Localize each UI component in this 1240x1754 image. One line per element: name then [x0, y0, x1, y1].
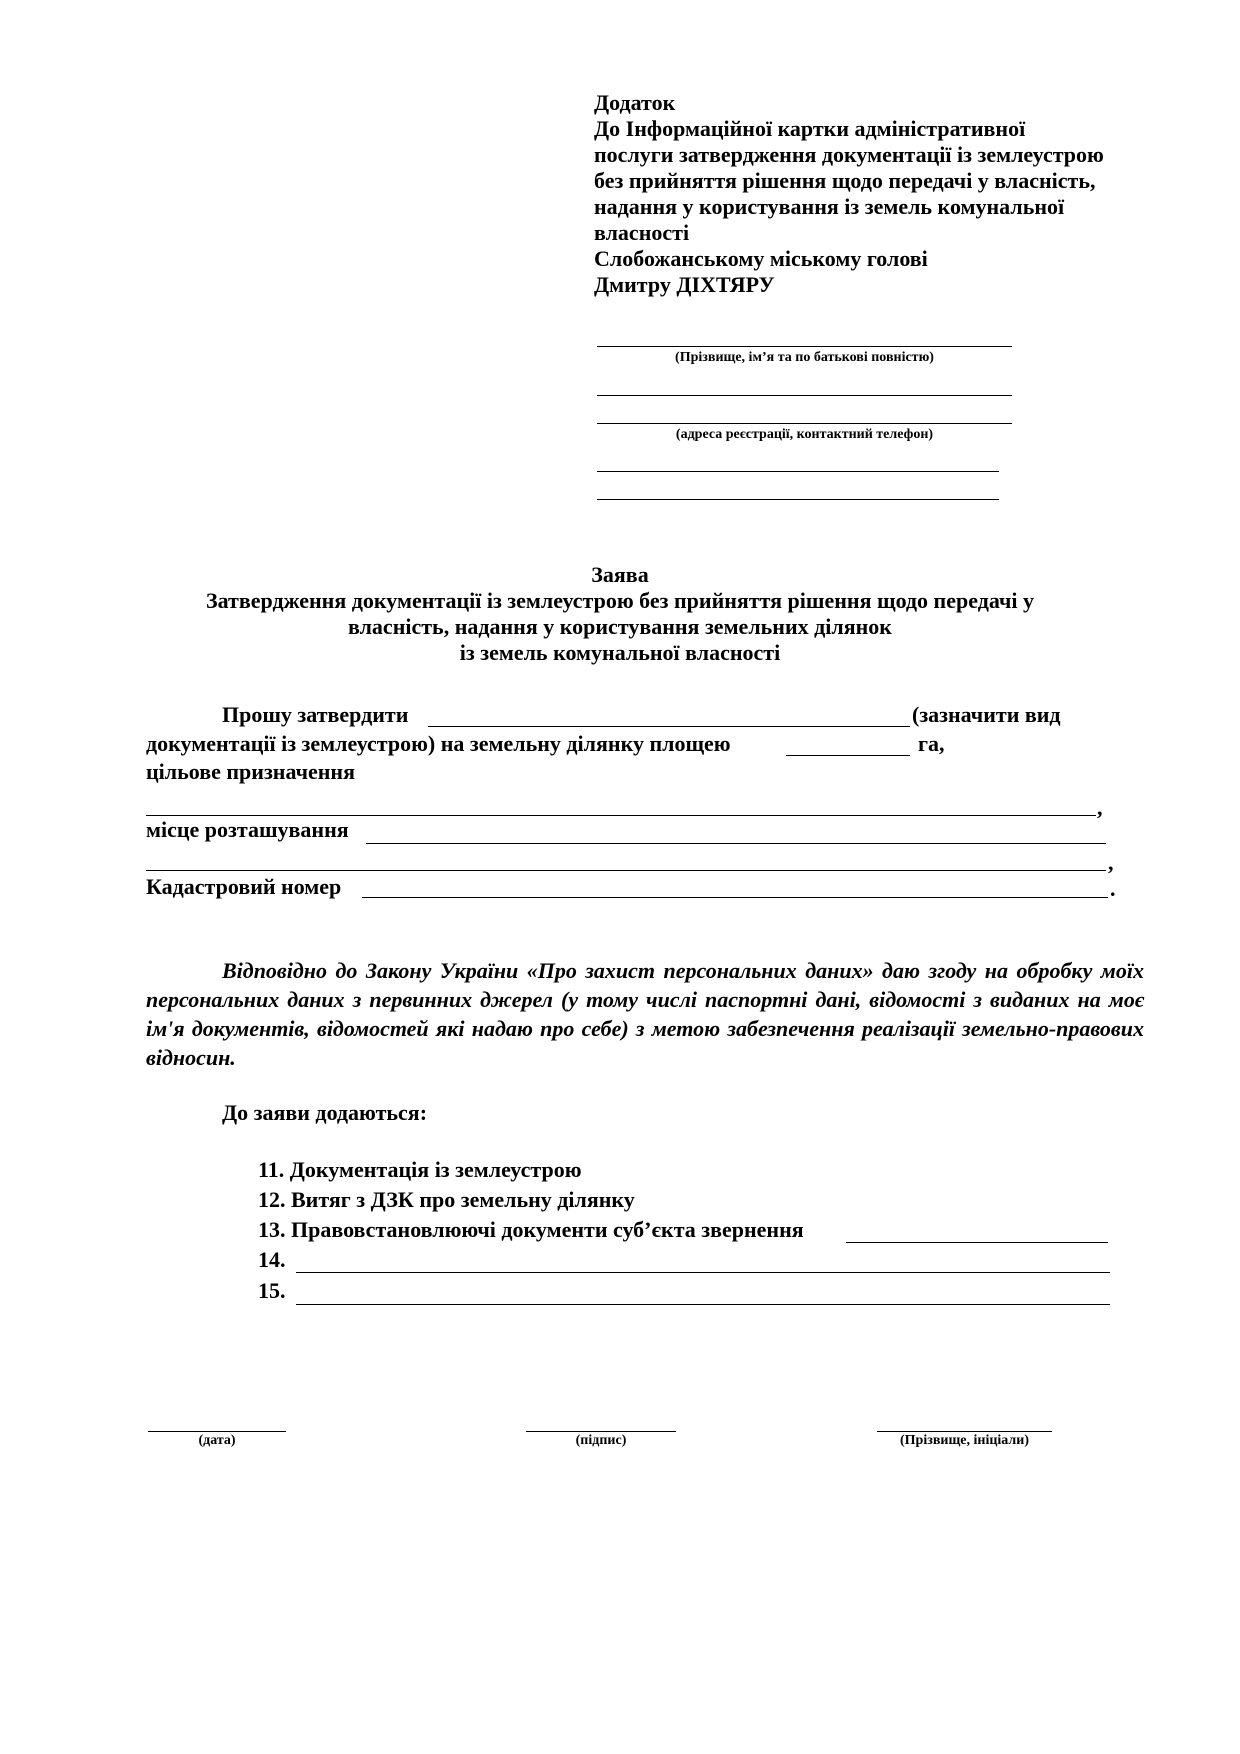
purpose-comma: , [1097, 795, 1103, 820]
purpose-label: цільове призначення [146, 759, 356, 784]
header-line: Додаток [594, 90, 676, 115]
name-initials-field[interactable] [877, 1431, 1052, 1432]
name-initials-caption: (Прізвище, ініціали) [899, 1433, 1030, 1448]
applicant-phone-line-2[interactable] [597, 499, 999, 500]
documentation-type-hint: (зазначити вид [912, 702, 1061, 727]
location-label: місце розташування [146, 817, 349, 842]
header-line: без прийняття рішення щодо передачі у власність, [594, 168, 1096, 193]
applicant-address-caption: (адреса реєстрації, контактний телефон) [675, 427, 934, 442]
location-field-2[interactable] [146, 870, 1106, 871]
area-unit: га, [918, 731, 945, 756]
applicant-name-caption: (Прізвище, ім’я та по батькові повністю) [675, 350, 934, 365]
header-line: власності [594, 220, 690, 245]
document-title [0, 562, 1240, 666]
signature-field[interactable] [526, 1431, 676, 1432]
attachment-number: 14. [258, 1247, 286, 1272]
date-field[interactable] [148, 1431, 286, 1432]
attachment-text: Правовстановлюючі документи суб’єкта звернення [291, 1217, 804, 1242]
attachment-text: Витяг з ДЗК про земельну ділянку [291, 1187, 635, 1212]
attachment-item [258, 1278, 286, 1304]
request-line-2: документації із землеустрою) на земельну ділянку площею [146, 731, 731, 756]
header-block [594, 90, 1104, 298]
applicant-name-line-2[interactable] [597, 395, 1012, 396]
attachment-number: 15. [258, 1278, 286, 1303]
applicant-phone-line[interactable] [597, 471, 999, 472]
personal-data-consent: Відповідно до Закону України «Про захист персональних даних» даю згоду на обробку моїх персональних даних з первинних джерел (у тому числі паспортні дані, відомості з виданих на моє ім'я документів, відомостей які надаю про себе) з метою забезпечення реалізації земельно-правових відносин. [146, 958, 1144, 1070]
title-subtitle-line: власність, надання у користування земельних ділянок [348, 614, 892, 639]
area-field[interactable] [786, 755, 910, 756]
addressee-name: Дмитру ДІХТЯРУ [594, 272, 775, 297]
title-subtitle-line: Затвердження документації із землеустрою без прийняття рішення щодо передачі у [206, 588, 1034, 613]
attachment-item [258, 1217, 804, 1243]
attachment-item [258, 1247, 286, 1273]
attachment-item [258, 1157, 582, 1183]
addressee-position: Слобожанському міському голові [594, 246, 928, 271]
cadastral-period: . [1110, 876, 1116, 901]
date-caption: (дата) [198, 1433, 236, 1448]
attachment-14-field[interactable] [296, 1272, 1110, 1273]
cadastral-number-field[interactable] [362, 897, 1108, 898]
attachment-number: 12. [258, 1187, 286, 1212]
signature-caption: (підпис) [575, 1433, 627, 1448]
cadastral-label: Кадастровий номер [146, 874, 342, 899]
attachments-label: До заяви додаються: [222, 1100, 428, 1125]
applicant-name-line[interactable] [597, 346, 1012, 347]
purpose-field[interactable] [146, 815, 1096, 816]
header-line: послуги затвердження документації із землеустрою [594, 142, 1104, 167]
applicant-address-line[interactable] [597, 423, 1012, 424]
documentation-type-field[interactable] [428, 726, 910, 727]
location-comma: , [1108, 850, 1114, 875]
title-heading: Заява [591, 562, 649, 587]
attachment-text: Документація із землеустрою [289, 1157, 582, 1182]
attachment-15-field[interactable] [296, 1304, 1110, 1305]
request-prefix: Прошу затвердити [222, 702, 409, 727]
attachment-item [258, 1187, 635, 1213]
attachment-13-field[interactable] [846, 1242, 1108, 1243]
location-field[interactable] [366, 843, 1106, 844]
attachment-number: 13. [258, 1217, 286, 1242]
title-subtitle-line: із земель комунальної власності [459, 640, 781, 665]
header-line: До Інформаційної картки адміністративної [594, 116, 1026, 141]
attachment-number: 11. [258, 1157, 285, 1182]
header-line: надання у користування із земель комунальної [594, 194, 1065, 219]
